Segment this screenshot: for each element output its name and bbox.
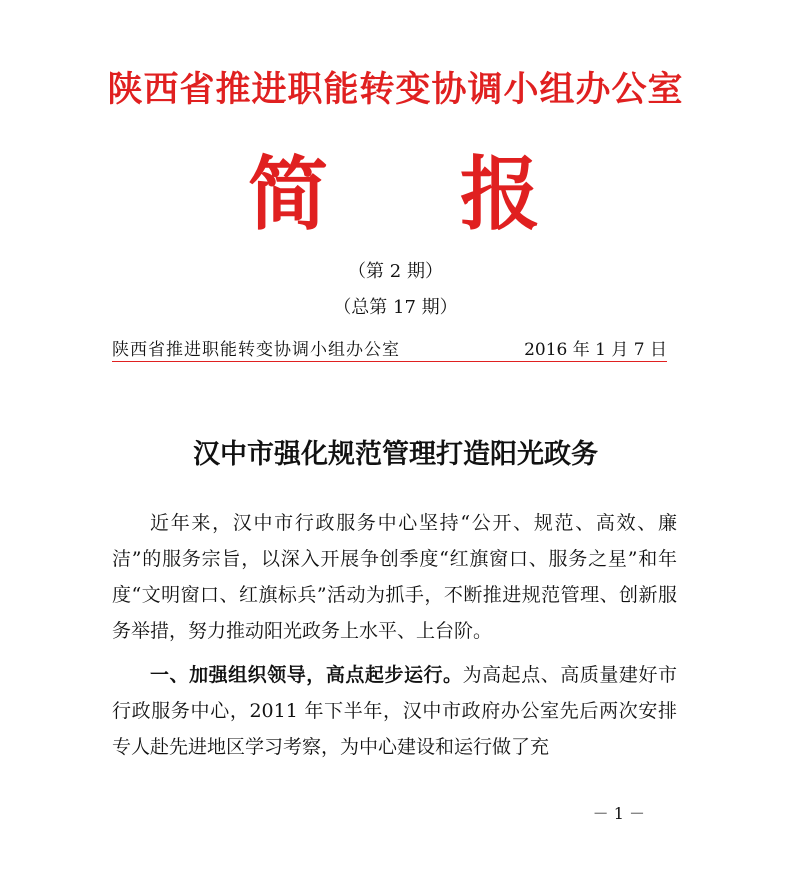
- issuer-date-row: [112, 335, 667, 359]
- paragraph-section-1: [112, 657, 677, 765]
- org-header-title: 陕西省推进职能转变协调小组办公室: [107, 70, 684, 110]
- issue-total-number: （总第 17 期）: [333, 297, 458, 318]
- article-title: 汉中市强化规范管理打造阳光政务: [193, 439, 598, 470]
- brief-title-char-1: 简: [248, 148, 328, 241]
- section-1-body: 为高起点、高质量建好市行政服务中心，2011 年下半年，汉中市政府办公室先后两次安排专人赴先进地区学习考察，为中心建设和运行做了充: [112, 664, 677, 758]
- issue-date: 2016 年 1 月 7 日: [524, 340, 667, 360]
- red-divider-line: [112, 361, 667, 362]
- section-1-heading: 一、加强组织领导，高点起步运行。: [150, 664, 463, 686]
- issue-number: （第 2 期）: [348, 261, 443, 282]
- brief-title-char-2: 报: [460, 148, 540, 241]
- paragraph-intro: 近年来，汉中市行政服务中心坚持“公开、规范、高效、廉洁”的服务宗旨，以深入开展争创季度“红旗窗口、服务之星”和年度“文明窗口、红旗标兵”活动为抓手，不断推进规范管理、创新服务举措，努力推动阳光政务上水平、上台阶。: [112, 512, 677, 642]
- issuer-name: 陕西省推进职能转变协调小组办公室: [112, 340, 400, 360]
- page-number: － 1 －: [592, 804, 645, 823]
- brief-title: [0, 140, 791, 250]
